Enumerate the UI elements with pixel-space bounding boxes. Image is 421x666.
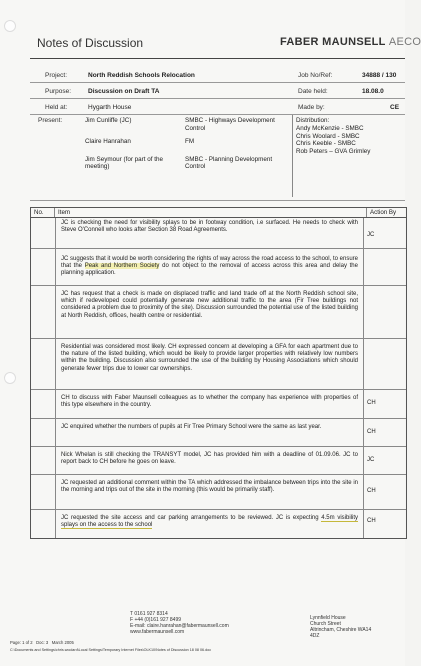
- table-header: [30, 207, 407, 217]
- distribution-item: Andy McKenzie - SMBC: [296, 124, 364, 132]
- footer-address: Lynnfield House Church Street Altrincham, Cheshire WA14 4DZ: [310, 615, 372, 639]
- row-item: JC requested the site access and car parking arrangements to be reviewed. JC is expecting 4.5m visibility splays on the access to the school: [56, 510, 364, 538]
- distribution-item: Chris Keeble - SMBC: [296, 140, 356, 148]
- purpose-value: Discussion on Draft TA: [88, 88, 160, 95]
- row-number: [31, 447, 56, 474]
- footer-email: E-mail: claire.hanrahan@fabermaunsell.com: [130, 623, 229, 629]
- punch-hole: [4, 20, 16, 32]
- attendee-org: FM: [185, 138, 195, 145]
- row-action: JC: [367, 232, 375, 238]
- table-row: [31, 248, 406, 285]
- jobno-value: 34888 / 130: [362, 72, 397, 79]
- held-value: Hygarth House: [88, 104, 132, 111]
- row-number: [31, 390, 56, 418]
- document-title: Notes of Discussion: [37, 36, 144, 50]
- attendee: [85, 156, 285, 171]
- meta-divider: [30, 114, 405, 115]
- row-action: [364, 286, 406, 338]
- distribution-label: Distribution:: [296, 117, 330, 124]
- footer-date: March 2005: [51, 640, 74, 645]
- row-item: JC requested an additional comment within the TA which addressed the imbalance between trips into the site in the morning and trips out of the site in the morning (this would be primarily staff).: [56, 475, 364, 509]
- footer-page: Page: 1 of 2: [10, 640, 33, 645]
- company-brand: FABER MAUNSELL AECO: [280, 36, 421, 48]
- row-number: [31, 249, 56, 285]
- row-number: [31, 218, 56, 248]
- brand-suffix: AECO: [388, 36, 421, 48]
- purpose-label: Purpose:: [45, 88, 72, 95]
- punch-hole: [4, 372, 16, 384]
- attendee: [85, 117, 285, 132]
- row-item: JC is checking the need for visibility splays to be in footway condition, i.e surfaced. He needs to check with Steve O'Connell who looks after Section 38 Road Agreements.: [56, 218, 364, 248]
- table-row: [31, 418, 406, 446]
- footer-path: C:\Documents and Settings\chris.woolard\Local Settings\Temporary Internet Files\OLK10\Notes of Discussion 18 08 06.doc: [10, 648, 212, 652]
- col-no-header: No.: [31, 208, 55, 217]
- present-label: Present:: [38, 117, 63, 124]
- row-number: [31, 475, 56, 509]
- table-row: [31, 218, 406, 248]
- row-action: CH: [367, 488, 376, 494]
- table-row: [31, 446, 406, 474]
- attendee-list: [85, 117, 285, 171]
- distribution-item: Rob Peters – GVA Grimley: [296, 148, 371, 156]
- project-label: Project:: [45, 72, 68, 79]
- date-label: Date held:: [298, 88, 328, 95]
- footer-web: www.fabermaunsell.com: [130, 629, 185, 635]
- underlined-text: 4.5m visibility splays on the access to the school: [61, 515, 358, 529]
- distribution-block: [296, 117, 405, 156]
- project-value: North Reddish Schools Relocation: [88, 72, 195, 79]
- footer-contact: [130, 611, 229, 635]
- footer-phone: T 0161 927 8314: [130, 611, 168, 617]
- row-number: [31, 286, 56, 338]
- meta-divider: [30, 98, 405, 99]
- row-number: [31, 339, 56, 389]
- attendee-name: Jim Cunliffe (JC): [85, 117, 132, 124]
- held-label: Held at:: [45, 104, 68, 111]
- row-item: JC suggests that it would be worth considering the rights of way across the road access to the school, to ensure that the Peak and Northern Society do not object to the removal of access across this area and delay the planning application.: [56, 249, 364, 285]
- row-item: CH to discuss with Faber Maunsell colleagues as to whether the company has experience with properties of this type elsewhere in the country.: [56, 390, 364, 418]
- col-action-header: Action By: [370, 209, 397, 216]
- row-action: CH: [367, 400, 376, 406]
- row-item: Residential was considered most likely. CH expressed concern at developing a GFA for each apartment due to the nature of the listed building, which would be likely to provide larger properties with relatively low numbers within the building. Discussion also surrounded the use of the building by Housing Associations which should generate fewer trips due to lower car ownerships.: [56, 339, 364, 389]
- footer-doc-info: [10, 640, 74, 646]
- attendee: [85, 138, 285, 146]
- row-action: JC: [367, 457, 375, 463]
- header-divider: [30, 58, 405, 59]
- table-row: [31, 285, 406, 338]
- row-number: [31, 510, 56, 538]
- row-item: JC enquired whether the numbers of pupils at Fir Tree Primary School were the same as last year.: [56, 419, 364, 446]
- date-value: 18.08.0: [362, 88, 384, 95]
- row-number: [31, 419, 56, 446]
- table-row: [31, 474, 406, 509]
- table-row: [31, 509, 406, 538]
- footer-fax: F +44 (0)161 927 8499: [130, 617, 182, 623]
- distribution-item: Chris Woolard - SMBC: [296, 132, 360, 140]
- row-action: CH: [367, 518, 376, 524]
- jobno-label: Job No/Ref:: [298, 72, 333, 79]
- attendee-name: Jim Seymour (for part of the meeting): [85, 155, 164, 170]
- madeby-label: Made by:: [298, 104, 325, 111]
- minutes-table: [30, 217, 407, 539]
- row-action: [364, 249, 406, 285]
- present-divider: [30, 200, 405, 201]
- attendee-org: SMBC - Highways Development Control: [185, 117, 275, 132]
- table-row: [31, 389, 406, 418]
- row-item: Nick Whelan is still checking the TRANSYT model, JC has provided him with a deadline of 01.09.06. JC to report back to CH before he goes on leave.: [56, 447, 364, 474]
- table-row: [31, 338, 406, 389]
- meta-divider: [30, 82, 405, 83]
- row-item: JC has request that a check is made on displaced traffic and land trade off at the North Reddish school site, which if redeveloped could potentially generate new additional traffic to the area (Fir Tree buildings not considered a problem due to proximity of the site). Discussion surrounded the potential use of the listed building at North Reddish, offices, health centre or residential.: [56, 286, 364, 338]
- madeby-value: CE: [390, 104, 400, 111]
- row-action: CH: [367, 429, 376, 435]
- highlighted-text: Peak and Northern Society: [84, 263, 160, 270]
- footer-doc: Doc: 3: [36, 640, 49, 645]
- distribution-divider: [292, 115, 293, 197]
- attendee-org: SMBC - Planning Development Control: [185, 155, 273, 170]
- row-action: [364, 339, 406, 389]
- col-item-header: Item: [55, 208, 367, 217]
- attendee-name: Claire Hanrahan: [85, 138, 131, 145]
